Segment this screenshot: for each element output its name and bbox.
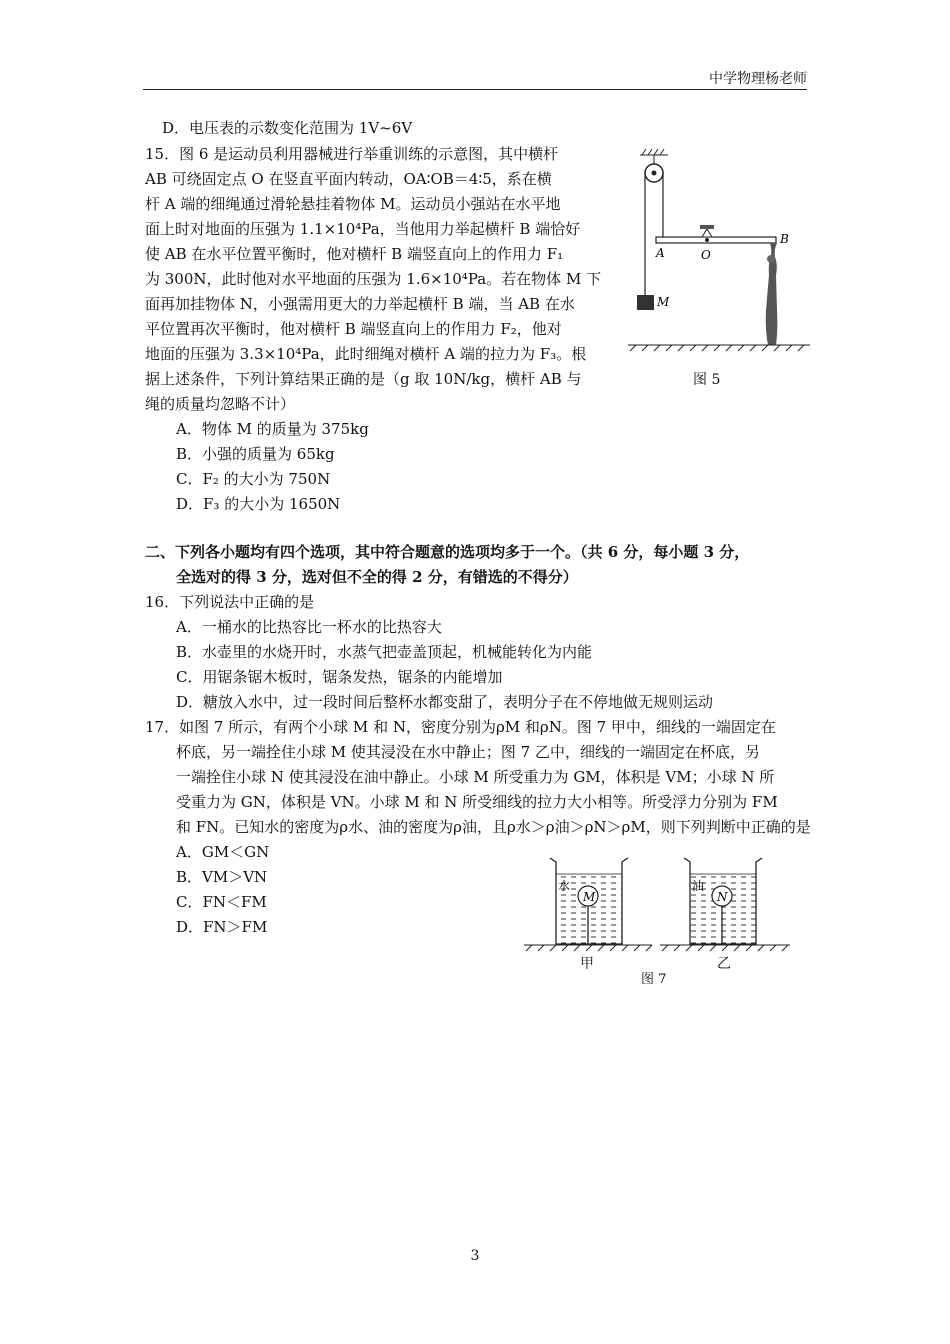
ball-n-label: N bbox=[717, 890, 728, 904]
q17-line: 17．如图 7 所示，有两个小球 M 和 N，密度分别为ρM 和ρN。图 7 甲中，细线的一端固定在 bbox=[145, 718, 776, 736]
figure-7-caption: 图 7 bbox=[641, 972, 667, 987]
label-o: O bbox=[701, 248, 711, 262]
label-a: A bbox=[656, 246, 665, 260]
ceiling-support bbox=[640, 149, 668, 165]
q15-line: 杆 A 端的细绳通过滑轮悬挂着物体 M。运动员小强站在水平地 bbox=[145, 195, 561, 213]
lever-bar-ab bbox=[656, 237, 776, 243]
pulley-icon bbox=[645, 164, 663, 182]
q17-line: 一端拴住小球 N 使其浸没在油中静止。小球 M 所受重力为 GM，体积是 VM；小球 N 所 bbox=[176, 768, 775, 786]
q15-line: 为 300N，此时他对水平地面的压强为 1.6×10⁴Pa。若在物体 M 下 bbox=[145, 270, 602, 288]
liquid-oil-label: 油 bbox=[692, 879, 705, 893]
liquid-water-label: 水 bbox=[558, 879, 571, 893]
q15-option-b: B．小强的质量为 65kg bbox=[176, 445, 335, 463]
q15-line: 据上述条件，下列计算结果正确的是（g 取 10N/kg，横杆 AB 与 bbox=[145, 370, 582, 388]
q15-option-a: A．物体 M 的质量为 375kg bbox=[176, 420, 369, 438]
q15-line: 面再加挂物体 N，小强需用更大的力举起横杆 B 端，当 AB 在水 bbox=[145, 295, 575, 313]
q16-option-c: C．用锯条锯木板时，锯条发热，锯条的内能增加 bbox=[176, 668, 503, 686]
table-hatch bbox=[524, 945, 790, 951]
q17-option-a: A．GM＜GN bbox=[176, 843, 270, 861]
q16-option-a: A．一桶水的比热容比一杯水的比热容大 bbox=[176, 618, 442, 636]
q14-option-d: D．电压表的示数变化范围为 1V~6V bbox=[162, 119, 413, 137]
q16-option-d: D．糖放入水中，过一段时间后整杯水都变甜了，表明分子在不停地做无规则运动 bbox=[176, 693, 714, 711]
section-2-heading-cont: 全选对的得 3 分，选对但不全的得 2 分，有错选的不得分） bbox=[176, 568, 578, 586]
q15-option-d: D．F₃ 的大小为 1650N bbox=[176, 495, 341, 513]
ground-hatch bbox=[628, 345, 810, 351]
q15-line: 使 AB 在水平位置平衡时，他对横杆 B 端竖直向上的作用力 F₁ bbox=[145, 245, 564, 263]
page-number: 3 bbox=[470, 1248, 480, 1264]
q16-stem: 16．下列说法中正确的是 bbox=[145, 593, 315, 611]
q17-line: 杯底，另一端拴住小球 M 使其浸没在水中静止；图 7 乙中，细线的一端固定在杯底，另 bbox=[176, 743, 760, 761]
q17-line: 和 FN。已知水的密度为ρ水、油的密度为ρ油，且ρ水＞ρ油＞ρN＞ρM，则下列判断中正确的是 bbox=[176, 818, 811, 836]
q17-line: 受重力为 GN，体积是 VN。小球 M 和 N 所受细线的拉力大小相等。所受浮力分别为 FM bbox=[176, 793, 778, 811]
label-b: B bbox=[780, 232, 789, 246]
q15-line: AB 可绕固定点 O 在竖直平面内转动，OA∶OB＝4∶5，系在横 bbox=[145, 170, 552, 188]
figure-lever-diagram bbox=[620, 145, 820, 360]
figure-5-caption: 图 5 bbox=[693, 372, 721, 388]
header-rule bbox=[143, 89, 807, 90]
section-2-heading: 二、下列各小题均有四个选项，其中符合题意的选项均多于一个。（共 6 分，每小题 3 分， bbox=[145, 543, 750, 561]
q15-line: 平位置再次平衡时，他对横杆 B 端竖直向上的作用力 F₂，他对 bbox=[145, 320, 562, 338]
beaker-right bbox=[684, 858, 762, 944]
figure-7-left-label: 甲 bbox=[580, 956, 594, 972]
q15-option-c: C．F₂ 的大小为 750N bbox=[176, 470, 331, 488]
q17-option-d: D．FN＞FM bbox=[176, 918, 268, 936]
weight-m bbox=[637, 295, 654, 310]
q16-option-b: B．水壶里的水烧开时，水蒸气把壶盖顶起，机械能转化为内能 bbox=[176, 643, 593, 661]
q15-line: 绳的质量均忽略不计） bbox=[145, 395, 296, 413]
beaker-left bbox=[550, 858, 628, 944]
q15-line: 15．图 6 是运动员利用器械进行举重训练的示意图，其中横杆 bbox=[145, 145, 559, 163]
figure-7-right-label: 乙 bbox=[717, 956, 731, 972]
q17-option-b: B．VM＞VN bbox=[176, 868, 268, 886]
q15-line: 面上时对地面的压强为 1.1×10⁴Pa，当他用力举起横杆 B 端恰好 bbox=[145, 220, 581, 238]
header-author: 中学物理杨老师 bbox=[709, 71, 807, 87]
figure-beakers bbox=[520, 850, 810, 960]
q15-line: 地面的压强为 3.3×10⁴Pa，此时细绳对横杆 A 端的拉力为 F₃。根 bbox=[145, 345, 587, 363]
label-m: M bbox=[657, 295, 670, 309]
q17-option-c: C．FN＜FM bbox=[176, 893, 267, 911]
ball-m-label: M bbox=[583, 890, 596, 904]
